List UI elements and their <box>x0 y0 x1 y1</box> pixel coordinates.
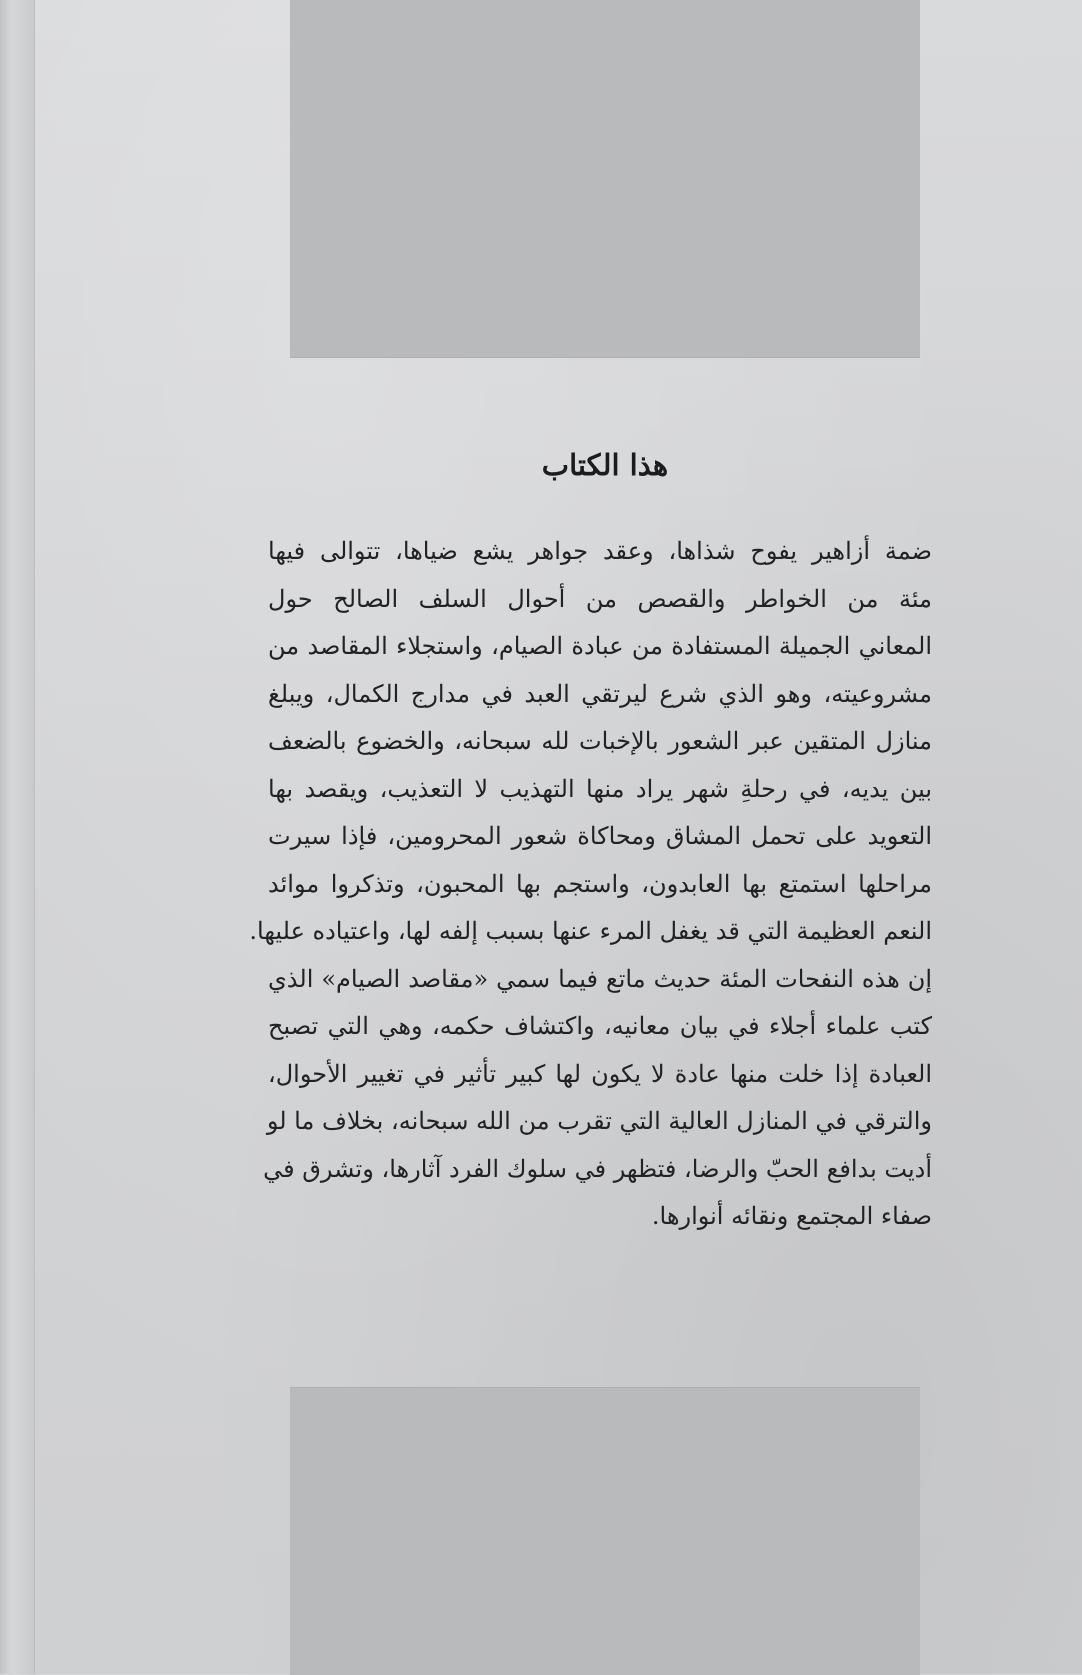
blurb-line: صفاء المجتمع ونقائه أنوارها. <box>651 1202 932 1230</box>
blurb-line: أديت بدافع الحبّ والرضا، فتظهر في سلوك الفرد آثارها، وتشرق في <box>263 1154 932 1183</box>
blurb-line: النعم العظيمة التي قد يغفل المرء عنها بسبب إلفه لها، واعتياده عليها. <box>249 917 932 945</box>
blurb-line: إن هذه النفحات المئة حديث ماتع فيما سمي «مقاصد الصيام» الذي <box>268 964 932 993</box>
blurb-line: المعاني الجميلة المستفادة من عبادة الصيام، واستجلاء المقاصد من <box>268 632 932 660</box>
blurb-line: ضمة أزاهير يفوح شذاها، وعقد جواهر يشع ضياها، تتوالى فيها <box>268 537 932 565</box>
top-decorative-band <box>290 0 920 358</box>
blurb-line: منازل المتقين عبر الشعور بالإخبات لله سبحانه، والخضوع بالضعف <box>268 727 932 755</box>
blurb-line: مراحلها استمتع بها العابدون، واستجم بها المحبون، وتذكروا موائد <box>268 869 932 898</box>
blurb-line: التعويد على تحمل المشاق ومحاكاة شعور المحرومين، فإذا سيرت <box>268 822 932 850</box>
bottom-decorative-band <box>290 1387 920 1675</box>
section-title: هذا الكتاب <box>541 448 669 482</box>
blurb-line: مئة من الخواطر والقصص من أحوال السلف الصالح حول <box>268 584 932 613</box>
blurb-line: والترقي في المنازل العالية التي تقرب من الله سبحانه، بخلاف ما لو <box>266 1107 932 1135</box>
spine-edge <box>0 0 35 1674</box>
blurb-text <box>249 528 933 1241</box>
blurb-line: كتب علماء أجلاء في بيان معانيه، واكتشاف حكمه، وهي التي تصبح <box>268 1012 932 1040</box>
blurb-line: مشروعيته، وهو الذي شرع ليرتقي العبد في مدارج الكمال، ويبلغ <box>268 679 932 708</box>
blurb-line: العبادة إذا خلت منها عادة لا يكون لها كبير تأثير في تغيير الأحوال، <box>268 1059 932 1088</box>
blurb-line: بين يديه، في رحلةِ شهر يراد منها التهذيب لا التعذيب، ويقصد بها <box>268 774 933 803</box>
